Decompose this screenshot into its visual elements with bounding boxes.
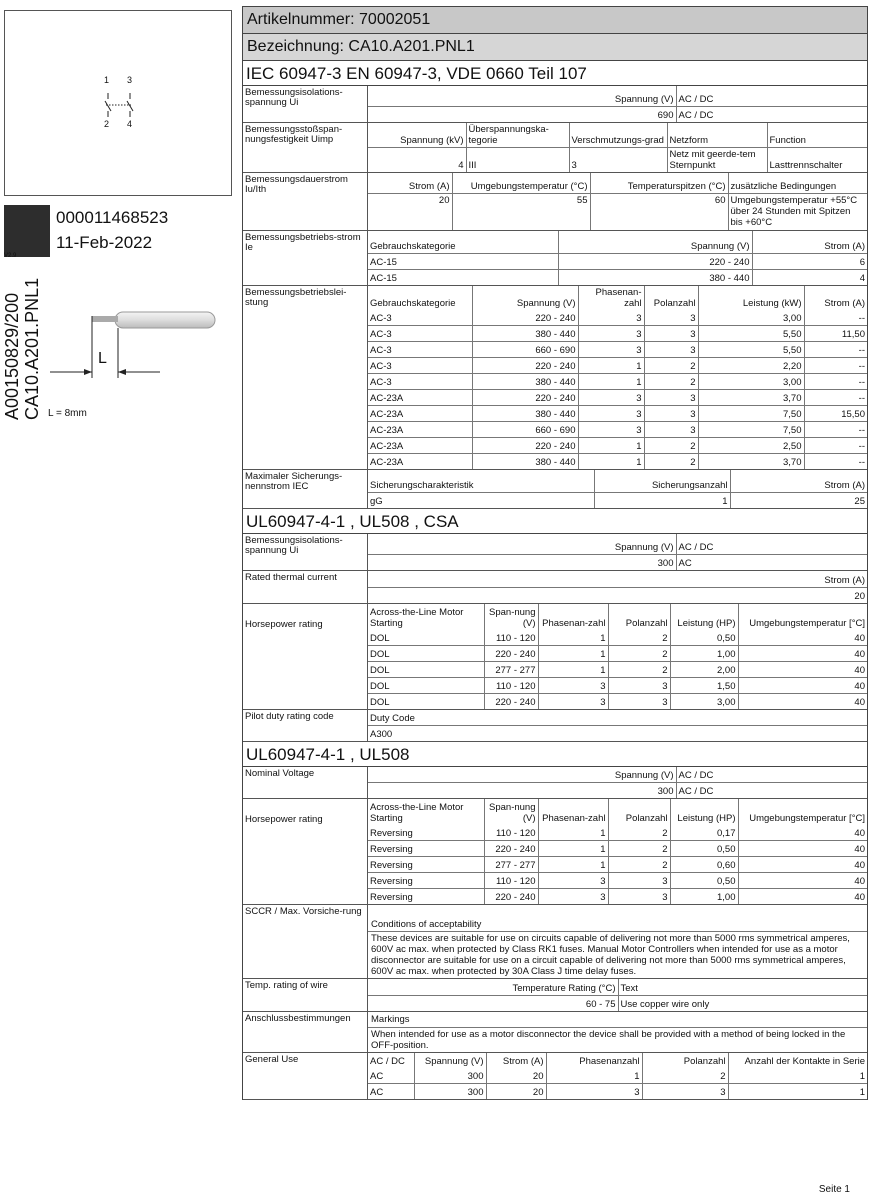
value-cell: 3 — [538, 889, 608, 905]
value-cell: Reversing — [368, 857, 484, 873]
value-cell: 40 — [738, 678, 867, 694]
value-cell: 220 - 240 — [472, 438, 578, 454]
value-cell: 40 — [738, 646, 867, 662]
row-label: Bemessungsbetriebs-strom Ie — [243, 231, 368, 285]
header-cell: Leistung (HP) — [670, 604, 738, 630]
value-cell: DOL — [368, 678, 484, 694]
value-cell: 1 — [578, 438, 644, 454]
value-cell: AC-3 — [368, 310, 472, 326]
value-cell: 2 — [644, 358, 698, 374]
value-cell: 1 — [578, 358, 644, 374]
header-cell: Umgebungstemperatur [°C] — [738, 799, 867, 825]
row-label: Temp. rating of wire — [243, 979, 368, 1011]
value-cell: DOL — [368, 630, 484, 646]
article-number: Artikelnummer: 70002051 — [242, 6, 868, 34]
value-cell: 3 — [608, 873, 670, 889]
header-cell: Umgebungstemperatur (°C) — [452, 173, 590, 194]
value-cell: -- — [804, 454, 867, 470]
value-cell: 3 — [538, 694, 608, 710]
row-label: Horsepower rating — [243, 604, 368, 709]
row-label: Maximaler Sicherungs-nennstrom IEC — [243, 470, 368, 508]
document-date: 11-Feb-2022 — [56, 233, 153, 252]
table-row — [368, 825, 867, 841]
value-cell: 2,20 — [698, 358, 804, 374]
switch-diagram — [4, 10, 232, 196]
vertical-line-1: A00150829/200 — [2, 292, 22, 420]
table-row — [368, 630, 867, 646]
value-cell: 3 — [578, 342, 644, 358]
value-cell: AC-15 — [368, 254, 558, 270]
value-cell: -- — [804, 390, 867, 406]
header-cell: Temperature Rating (°C) — [368, 979, 618, 996]
value-cell: 2 — [608, 646, 670, 662]
value-cell: 1 — [538, 646, 608, 662]
value-cell: Use copper wire only — [618, 996, 867, 1012]
table-row — [368, 422, 867, 438]
value-cell: 220 - 240 — [484, 841, 538, 857]
value-cell: 3 — [538, 678, 608, 694]
value-cell: 3 — [644, 310, 698, 326]
value-cell: 6 — [752, 254, 867, 270]
value-cell: 3 — [578, 326, 644, 342]
wire-length-drawing — [40, 300, 230, 390]
value-cell: 2 — [608, 857, 670, 873]
value-cell: 3 — [608, 889, 670, 905]
value-cell: -- — [804, 342, 867, 358]
pin-label-3: 3 — [127, 75, 133, 85]
value-cell: 3 — [644, 326, 698, 342]
ulcsa-thermal-group — [243, 571, 867, 604]
value-cell: 3 — [608, 678, 670, 694]
iec-power-rows — [368, 310, 867, 469]
value-cell: 220 - 240 — [472, 358, 578, 374]
value-cell: 380 - 440 — [472, 454, 578, 470]
header-cell: Anzahl der Kontakte in Serie — [728, 1053, 867, 1068]
value-cell: 40 — [738, 630, 867, 646]
ul-sccr-group — [243, 905, 867, 979]
header-cell: Polanzahl — [608, 604, 670, 630]
value-cell: 3 — [608, 694, 670, 710]
page-number: Seite 1 — [818, 1184, 850, 1195]
header-cell: Temperaturspitzen (°C) — [590, 173, 728, 194]
value-cell: 60 - 75 — [368, 996, 618, 1012]
header-cell: Polanzahl — [644, 286, 698, 310]
row-label: General Use — [243, 1053, 368, 1099]
value-cell: 1 — [538, 662, 608, 678]
value-cell: 40 — [738, 841, 867, 857]
header-cell: Across-the-Line Motor Starting — [368, 799, 484, 825]
table-row — [368, 694, 867, 710]
header-cell: Gebrauchskategorie — [368, 231, 558, 254]
row-label: Rated thermal current — [243, 571, 368, 603]
row-label: Bemessungsstoßspan-nungsfestigkeit Uimp — [243, 123, 368, 172]
value-cell: 40 — [738, 694, 867, 710]
value-cell: 7,50 — [698, 422, 804, 438]
value-cell: 2 — [608, 825, 670, 841]
header-cell: Phasenan-zahl — [538, 799, 608, 825]
header-cell: Polanzahl — [642, 1053, 728, 1068]
header-cell: AC / DC — [368, 1053, 414, 1068]
row-label: Bemessungsisolations-spannung Ui — [243, 534, 368, 570]
value-cell: 1,00 — [670, 889, 738, 905]
iec-isolation-group — [243, 86, 867, 123]
table-row — [368, 254, 867, 270]
table-row — [368, 326, 867, 342]
iec-current-group — [243, 231, 867, 286]
table-row — [368, 889, 867, 905]
value-cell: AC-23A — [368, 422, 472, 438]
value-cell: 1 — [538, 841, 608, 857]
header-cell: Strom (A) — [752, 231, 867, 254]
header-cell: Überspannungska-tegorie — [466, 123, 569, 148]
value-cell: 15,50 — [804, 406, 867, 422]
value-cell: DOL — [368, 646, 484, 662]
ul-general-rows — [368, 1068, 867, 1099]
ul-horsepower-group — [243, 799, 867, 905]
table-row — [368, 374, 867, 390]
value-cell: 20 — [368, 194, 452, 231]
value-cell: -- — [804, 422, 867, 438]
value-cell: -- — [804, 438, 867, 454]
value-cell: 11,50 — [804, 326, 867, 342]
row-label: Anschlussbestimmungen — [243, 1012, 368, 1052]
value-cell: AC-23A — [368, 406, 472, 422]
pin-label-2: 2 — [104, 119, 110, 129]
value-cell: 0,50 — [670, 630, 738, 646]
value-cell: 277 - 277 — [484, 662, 538, 678]
header-cell: Span-nung (V) — [484, 799, 538, 825]
value-cell: 1,00 — [670, 646, 738, 662]
header-cell: Umgebungstemperatur [°C] — [738, 604, 867, 630]
row-label: Pilot duty rating code — [243, 710, 368, 741]
value-cell: 110 - 120 — [484, 678, 538, 694]
header-cell: Leistung (HP) — [670, 799, 738, 825]
row-label: Bemessungsdauerstrom Iu/Ith — [243, 173, 368, 230]
header-cell: Strom (A) — [730, 470, 867, 493]
header-cell: Text — [618, 979, 867, 996]
value-cell: 660 - 690 — [472, 342, 578, 358]
value-cell: 380 - 440 — [558, 270, 752, 286]
ul-wire-group — [243, 979, 867, 1012]
value-cell: III — [466, 148, 569, 173]
value-cell: 3,70 — [698, 390, 804, 406]
sccr-text: These devices are suitable for use on circuits capable of delivering not more than 5000 rms symmetrical amperes, 600V ac max. when protected by Class RK1 fuses. Manual Motor Controllers when intended for use as a motor disconnector are suitable for use on a circuit capable of delivering not more than 5000 rms symmetrical amperes, 600V ac max. when protected by 30A Class J time delay fuses. — [368, 931, 867, 978]
iec-impulse-group — [243, 123, 867, 173]
value-cell: AC — [368, 1068, 414, 1084]
value-cell: AC-3 — [368, 374, 472, 390]
value-cell: 3 — [644, 390, 698, 406]
header-cell: Spannung (V) — [414, 1053, 486, 1068]
header-cell: Strom (A) — [804, 286, 867, 310]
value-cell: 2 — [608, 630, 670, 646]
table-row — [368, 406, 867, 422]
value-cell: 40 — [738, 889, 867, 905]
value-cell: 3,00 — [698, 374, 804, 390]
header-cell: Spannung (V) — [368, 86, 676, 107]
header-cell: Strom (A) — [368, 571, 867, 588]
value-cell: 5,50 — [698, 342, 804, 358]
header-cell: Spannung (V) — [368, 534, 676, 555]
value-cell: 2 — [644, 374, 698, 390]
value-cell: 3 — [569, 148, 667, 173]
header-cell: AC / DC — [676, 86, 867, 107]
value-cell: 300 — [368, 555, 676, 571]
value-cell: 1 — [594, 493, 730, 509]
iec-thermal-group — [243, 173, 867, 231]
value-cell: 380 - 440 — [472, 406, 578, 422]
value-cell: AC-3 — [368, 358, 472, 374]
markings-header: Markings — [371, 1014, 410, 1025]
value-cell: AC / DC — [676, 783, 867, 799]
row-label: Horsepower rating — [243, 799, 368, 904]
table-row — [368, 358, 867, 374]
value-cell: 300 — [368, 783, 676, 799]
value-cell: 1 — [728, 1084, 867, 1100]
value-cell: 40 — [738, 857, 867, 873]
value-cell: 2 — [644, 438, 698, 454]
value-cell: 2,50 — [698, 438, 804, 454]
value-cell: 3 — [644, 422, 698, 438]
table-row — [368, 662, 867, 678]
value-cell: 0,50 — [670, 841, 738, 857]
value-cell: 3,00 — [670, 694, 738, 710]
header-cell: zusätzliche Bedingungen — [728, 173, 867, 194]
value-cell: 220 - 240 — [558, 254, 752, 270]
designation: Bezeichnung: CA10.A201.PNL1 — [242, 34, 868, 61]
pin-label-1: 1 — [104, 75, 110, 85]
header-cell: Leistung (kW) — [698, 286, 804, 310]
document-number: 000011468523 — [56, 208, 169, 227]
value-cell: 1 — [538, 857, 608, 873]
value-cell: Reversing — [368, 825, 484, 841]
value-cell: Reversing — [368, 889, 484, 905]
value-cell: Reversing — [368, 841, 484, 857]
value-cell: 55 — [452, 194, 590, 231]
value-cell: AC-3 — [368, 342, 472, 358]
switch-contacts-icon — [5, 11, 231, 195]
value-cell: 60 — [590, 194, 728, 231]
barcode-block — [4, 205, 50, 257]
value-cell: 3,00 — [698, 310, 804, 326]
value-cell: 3 — [644, 406, 698, 422]
table-row — [368, 270, 867, 286]
table-row — [368, 678, 867, 694]
value-cell: AC-3 — [368, 326, 472, 342]
header-cell: Phasenanzahl — [546, 1053, 642, 1068]
value-cell: 380 - 440 — [472, 326, 578, 342]
header-cell: Verschmutzungs-grad — [569, 123, 667, 148]
header-cell: Netzform — [667, 123, 767, 148]
value-cell: AC-23A — [368, 438, 472, 454]
row-label: SCCR / Max. Vorsiche-rung — [243, 905, 368, 978]
table-row — [368, 454, 867, 470]
value-cell: AC — [368, 1084, 414, 1100]
value-cell: 0,60 — [670, 857, 738, 873]
section-title-iec: IEC 60947-3 EN 60947-3, VDE 0660 Teil 107 — [243, 61, 867, 86]
header-cell: Spannung (V) — [368, 767, 676, 783]
value-cell: 660 - 690 — [472, 422, 578, 438]
value-cell: -- — [804, 310, 867, 326]
table-row — [368, 646, 867, 662]
value-cell: 20 — [368, 588, 867, 604]
value-cell: 3 — [578, 390, 644, 406]
ulcsa-horsepower-group — [243, 604, 867, 710]
value-cell: AC-23A — [368, 390, 472, 406]
header-cell: Spannung (V) — [472, 286, 578, 310]
markings-text: When intended for use as a motor disconnector the device shall be provided with a method of being locked in the OFF-position. — [368, 1027, 867, 1052]
value-cell: 220 - 240 — [472, 310, 578, 326]
value-cell: 4 — [368, 148, 466, 173]
value-cell: 220 - 240 — [484, 646, 538, 662]
value-cell: 2 — [608, 841, 670, 857]
value-cell: Umgebungstemperatur +55°C über 24 Stunden mit Spitzen bis +60°C — [728, 194, 867, 231]
table-row — [368, 873, 867, 889]
ulcsa-pilot-group — [243, 710, 867, 742]
table-row — [368, 857, 867, 873]
table-row — [368, 342, 867, 358]
value-cell: 0,17 — [670, 825, 738, 841]
value-cell: 1 — [578, 454, 644, 470]
value-cell: 1 — [578, 374, 644, 390]
value-cell: AC-15 — [368, 270, 558, 286]
header-cell: Sicherungsanzahl — [594, 470, 730, 493]
header-cell: Sicherungscharakteristik — [368, 470, 594, 493]
value-cell: AC / DC — [676, 107, 867, 123]
pin-label-4: 4 — [127, 119, 133, 129]
header-cell: AC / DC — [676, 534, 867, 555]
sccr-header: Conditions of acceptability — [371, 919, 482, 930]
value-cell: 1 — [546, 1068, 642, 1084]
value-cell: 2 — [642, 1068, 728, 1084]
row-label: Nominal Voltage — [243, 767, 368, 798]
table-row — [368, 390, 867, 406]
value-cell: 3 — [578, 310, 644, 326]
section-title-ul: UL60947-4-1 , UL508 — [243, 742, 867, 767]
table-row — [368, 438, 867, 454]
value-cell: 3 — [578, 422, 644, 438]
header-cell: Strom (A) — [368, 173, 452, 194]
dimension-letter: L — [98, 350, 107, 367]
ul-nominal-group — [243, 767, 867, 799]
value-cell: 7,50 — [698, 406, 804, 422]
length-note: L = 8mm — [48, 408, 87, 419]
header-cell: Spannung (V) — [558, 231, 752, 254]
value-cell: A300 — [368, 726, 867, 742]
value-cell: 3 — [642, 1084, 728, 1100]
value-cell: 300 — [414, 1084, 486, 1100]
header-cell: Polanzahl — [608, 799, 670, 825]
header-cell: Phasenan-zahl — [538, 604, 608, 630]
value-cell: 40 — [738, 825, 867, 841]
value-cell: 1,50 — [670, 678, 738, 694]
value-cell: 2 — [644, 454, 698, 470]
value-cell: 2,00 — [670, 662, 738, 678]
value-cell: 3 — [644, 342, 698, 358]
value-cell: Reversing — [368, 873, 484, 889]
value-cell: 220 - 240 — [484, 889, 538, 905]
value-cell: 3,70 — [698, 454, 804, 470]
ulcsa-isolation-group — [243, 534, 867, 571]
value-cell: 0,50 — [670, 873, 738, 889]
value-cell: 1 — [538, 630, 608, 646]
header-cell: Phasenan-zahl — [578, 286, 644, 310]
value-cell: 220 - 240 — [484, 694, 538, 710]
value-cell: 110 - 120 — [484, 630, 538, 646]
header-cell: Function — [767, 123, 867, 148]
header-cell: Duty Code — [368, 710, 867, 726]
header-cell: Gebrauchskategorie — [368, 286, 472, 310]
spec-sheet — [242, 6, 868, 1100]
value-cell: 5,50 — [698, 326, 804, 342]
row-label: Bemessungsbetriebslei-stung — [243, 286, 368, 469]
value-cell: 1 — [728, 1068, 867, 1084]
value-cell: 110 - 120 — [484, 873, 538, 889]
value-cell: Netz mit geerde-tem Sternpunkt — [667, 148, 767, 173]
ul-connection-group — [243, 1012, 867, 1053]
table-row — [368, 841, 867, 857]
value-cell: 220 - 240 — [472, 390, 578, 406]
value-cell: 3 — [538, 873, 608, 889]
value-cell: 110 - 120 — [484, 825, 538, 841]
value-cell: 20 — [486, 1084, 546, 1100]
value-cell: DOL — [368, 694, 484, 710]
row-label: Bemessungsisolations-spannung Ui — [243, 86, 368, 122]
value-cell: 277 - 277 — [484, 857, 538, 873]
value-cell: -- — [804, 374, 867, 390]
vertical-line-2: CA10.A201.PNL1 — [22, 277, 42, 420]
value-cell: Lasttrennschalter — [767, 148, 867, 173]
header-cell: Spannung (kV) — [368, 123, 466, 148]
header-cell: Span-nung (V) — [484, 604, 538, 630]
table-row — [368, 310, 867, 326]
value-cell: 3 — [546, 1084, 642, 1100]
value-cell: AC — [676, 555, 867, 571]
value-cell: 2 — [608, 662, 670, 678]
value-cell: 40 — [738, 662, 867, 678]
table-row — [368, 1084, 867, 1100]
section-title-ul-csa: UL60947-4-1 , UL508 , CSA — [243, 509, 867, 534]
value-cell: 20 — [486, 1068, 546, 1084]
iec-fuse-group — [243, 470, 867, 509]
value-cell: gG — [368, 493, 594, 509]
header-cell: AC / DC — [676, 767, 867, 783]
ulcsa-hp-rows — [368, 630, 867, 709]
value-cell: AC-23A — [368, 454, 472, 470]
table-row — [368, 1068, 867, 1084]
value-cell: 380 - 440 — [472, 374, 578, 390]
value-cell: 40 — [738, 873, 867, 889]
value-cell: 690 — [368, 107, 676, 123]
iec-power-group — [243, 286, 867, 470]
value-cell: -- — [804, 358, 867, 374]
value-cell: 25 — [730, 493, 867, 509]
value-cell: DOL — [368, 662, 484, 678]
value-cell: 3 — [578, 406, 644, 422]
version-tag: V2.9 — [4, 253, 17, 259]
value-cell: 300 — [414, 1068, 486, 1084]
ul-general-group — [243, 1053, 867, 1100]
ul-hp-rows — [368, 825, 867, 904]
value-cell: 1 — [538, 825, 608, 841]
value-cell: 4 — [752, 270, 867, 286]
header-cell: Strom (A) — [486, 1053, 546, 1068]
header-cell: Across-the-Line Motor Starting — [368, 604, 484, 630]
